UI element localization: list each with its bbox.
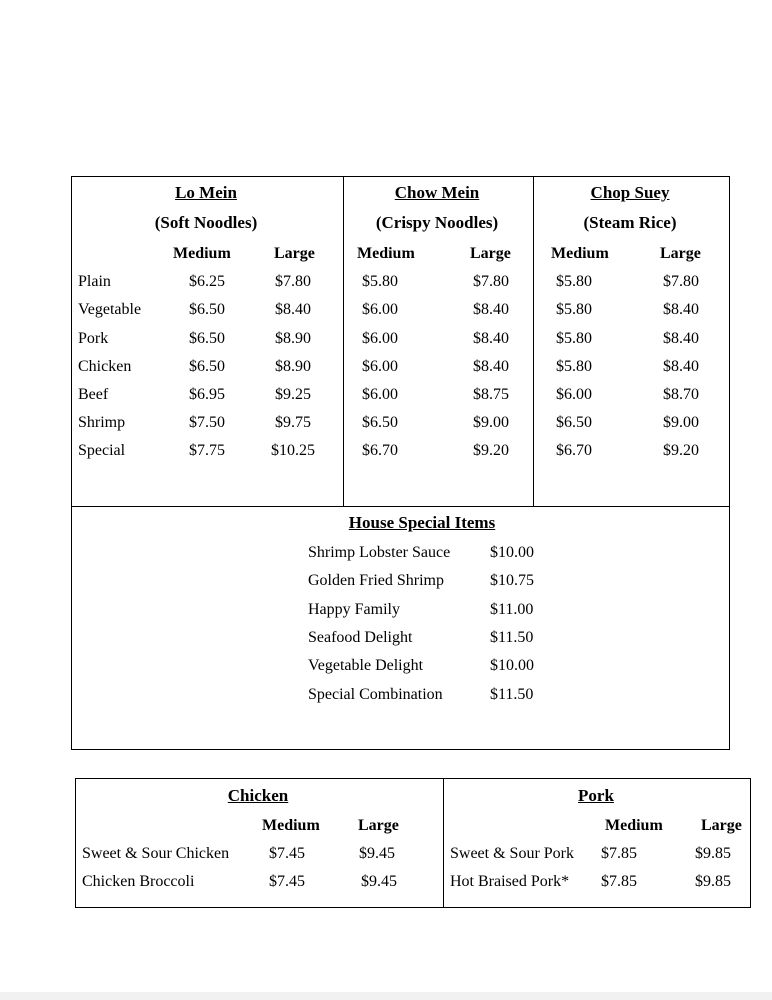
price: $6.70 [362,442,398,459]
page-bottom-edge [0,992,772,1000]
price: $10.25 [271,442,315,459]
price: $7.45 [269,845,305,862]
chicken-title: Chicken [227,786,289,805]
price: $9.00 [663,414,699,431]
item-name: Chicken [78,358,132,375]
price: $5.80 [556,301,592,318]
chicken-medium-header: Medium [262,817,320,834]
item-name: Beef [78,386,109,403]
price: $6.70 [556,442,592,459]
price: $9.85 [695,873,731,890]
price: $6.00 [556,386,592,403]
price: $8.40 [275,301,311,318]
lo-mein-subtitle: (Soft Noodles) [154,213,258,232]
price: $8.90 [275,358,311,375]
price: $9.20 [663,442,699,459]
price: $11.50 [490,686,534,703]
item-name: Vegetable [78,301,142,318]
price: $6.00 [362,358,398,375]
chop-suey-subtitle: (Steam Rice) [583,213,677,232]
item-name: Hot Braised Pork* [450,873,570,890]
price: $9.85 [695,845,731,862]
price: $6.00 [362,386,398,403]
price: $6.50 [189,301,225,318]
price: $8.40 [663,358,699,375]
item-name: Chicken Broccoli [82,873,195,890]
price: $9.45 [361,873,397,890]
chow-mein-medium-header: Medium [357,245,415,262]
price: $6.00 [362,330,398,347]
price: $8.40 [663,330,699,347]
price: $8.90 [275,330,311,347]
price: $7.80 [275,273,311,290]
price: $9.00 [473,414,509,431]
price: $7.50 [189,414,225,431]
price: $9.25 [275,386,311,403]
price: $7.75 [189,442,225,459]
price: $9.75 [275,414,311,431]
price: $5.80 [556,330,592,347]
chow-mein-subtitle: (Crispy Noodles) [375,213,499,232]
price: $7.85 [601,845,637,862]
item-name: Shrimp [78,414,126,431]
item-name: Shrimp Lobster Sauce [308,544,451,561]
item-name: Happy Family [308,601,400,618]
price: $6.50 [362,414,398,431]
price: $7.85 [601,873,637,890]
price: $5.80 [362,273,398,290]
price: $6.95 [189,386,225,403]
lo-mein-title: Lo Mein [175,183,237,202]
chow-mein-title: Chow Mein [394,183,480,202]
price: $6.50 [556,414,592,431]
chicken-large-header: Large [358,817,399,834]
item-name: Vegetable Delight [308,657,424,674]
item-name: Special [78,442,126,459]
price: $7.45 [269,873,305,890]
price: $10.00 [490,544,534,561]
item-name: Special Combination [308,686,443,703]
pork-medium-header: Medium [605,817,663,834]
price: $11.00 [490,601,534,618]
lo-mein-medium-header: Medium [173,245,231,262]
price: $7.80 [663,273,699,290]
chop-suey-large-header: Large [660,245,701,262]
price: $10.75 [490,572,534,589]
price: $8.75 [473,386,509,403]
price: $8.40 [473,301,509,318]
item-name: Sweet & Sour Chicken [82,845,230,862]
house-special-title: House Special Items [348,513,496,532]
item-name: Seafood Delight [308,629,413,646]
price: $9.20 [473,442,509,459]
price: $5.80 [556,273,592,290]
chow-mein-large-header: Large [470,245,511,262]
price: $10.00 [490,657,534,674]
price: $8.70 [663,386,699,403]
price: $9.45 [359,845,395,862]
item-name: Sweet & Sour Pork [450,845,574,862]
price: $8.40 [473,330,509,347]
price: $6.25 [189,273,225,290]
price: $6.50 [189,330,225,347]
price: $8.40 [473,358,509,375]
item-name: Golden Fried Shrimp [308,572,444,589]
chop-suey-medium-header: Medium [551,245,609,262]
noodle-house-divider [71,506,730,507]
chop-suey-title: Chop Suey [590,183,670,202]
price: $6.00 [362,301,398,318]
price: $5.80 [556,358,592,375]
lo-mein-large-header: Large [274,245,315,262]
item-name: Pork [78,330,109,347]
pork-title: Pork [578,786,614,805]
item-name: Plain [78,273,111,290]
pork-large-header: Large [701,817,742,834]
price: $6.50 [189,358,225,375]
price: $7.80 [473,273,509,290]
chicken-pork-divider [443,778,444,908]
price: $8.40 [663,301,699,318]
price: $11.50 [490,629,534,646]
